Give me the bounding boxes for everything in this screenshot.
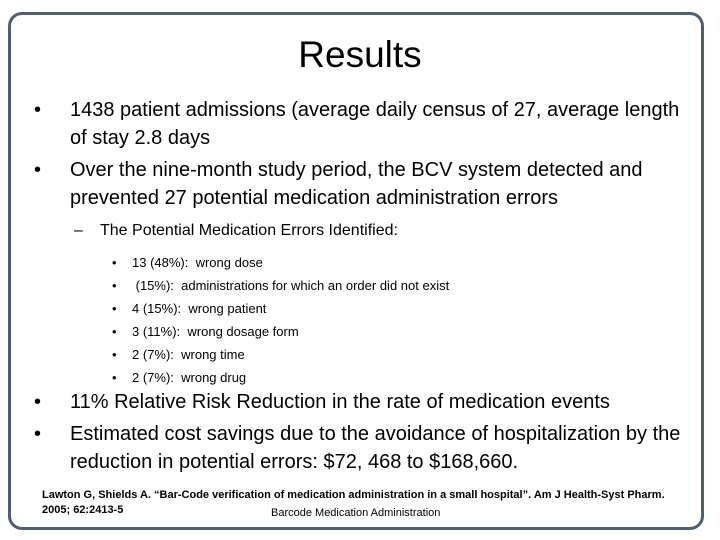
- bullet-dot-icon: •: [34, 423, 42, 445]
- error-item: [34, 274, 694, 297]
- bullet-admissions: [34, 96, 694, 152]
- error-item-text: 2 (7%): wrong drug: [132, 370, 247, 385]
- bullet-text: Over the nine-month study period, the BCV system detected and prevented 27 potential medication administration errors: [70, 159, 643, 209]
- bullet-text: Estimated cost savings due to the avoidance of hospitalization by the reduction in potential errors: $72, 468 to $168,660.: [70, 423, 681, 473]
- bullet-dot-icon: •: [34, 99, 42, 121]
- bullet-dot-icon: •: [34, 159, 42, 181]
- sub-bullet-errors-identified: [34, 220, 694, 242]
- error-item: [34, 320, 694, 343]
- bullet-errors-prevented: [34, 156, 694, 212]
- slide-title: Results: [298, 34, 422, 75]
- bullet-list-top: [34, 96, 694, 389]
- bullet-list-bottom: [34, 388, 694, 480]
- bullet-dot-icon: •: [112, 301, 117, 316]
- bullet-text: 1438 patient admissions (average daily census of 27, average length of stay 2.8 days: [70, 99, 680, 149]
- bullet-risk-reduction: [34, 388, 694, 416]
- bullet-dot-icon: •: [112, 347, 117, 362]
- error-item: [34, 297, 694, 320]
- error-item: [34, 366, 694, 389]
- bullet-dot-icon: •: [34, 391, 42, 413]
- bullet-cost-savings: [34, 420, 694, 476]
- error-item: [34, 343, 694, 366]
- error-item-list: [34, 251, 694, 389]
- footer-label: Barcode Medication Administration: [271, 507, 441, 519]
- dash-icon: –: [74, 222, 83, 239]
- error-item-text: (15%): administrations for which an order did not exist: [132, 278, 450, 293]
- bullet-text: 11% Relative Risk Reduction in the rate of medication events: [70, 391, 610, 413]
- error-item-text: 2 (7%): wrong time: [132, 347, 245, 362]
- bullet-dot-icon: •: [112, 278, 117, 293]
- bullet-dot-icon: •: [112, 324, 117, 339]
- error-item-text: 4 (15%): wrong patient: [132, 301, 267, 316]
- bullet-dot-icon: •: [112, 255, 117, 270]
- bullet-dot-icon: •: [112, 370, 117, 385]
- error-item-text: 3 (11%): wrong dosage form: [132, 324, 299, 339]
- citation: Lawton G, Shields A. “Bar-Code verification of medication administration in a small hospital”. Am J Health-Syst Pharm. 2005; 62:2413-5: [42, 489, 665, 516]
- error-item: [34, 251, 694, 274]
- error-item-text: 13 (48%): wrong dose: [132, 255, 263, 270]
- sub-bullet-text: The Potential Medication Errors Identified:: [100, 222, 398, 239]
